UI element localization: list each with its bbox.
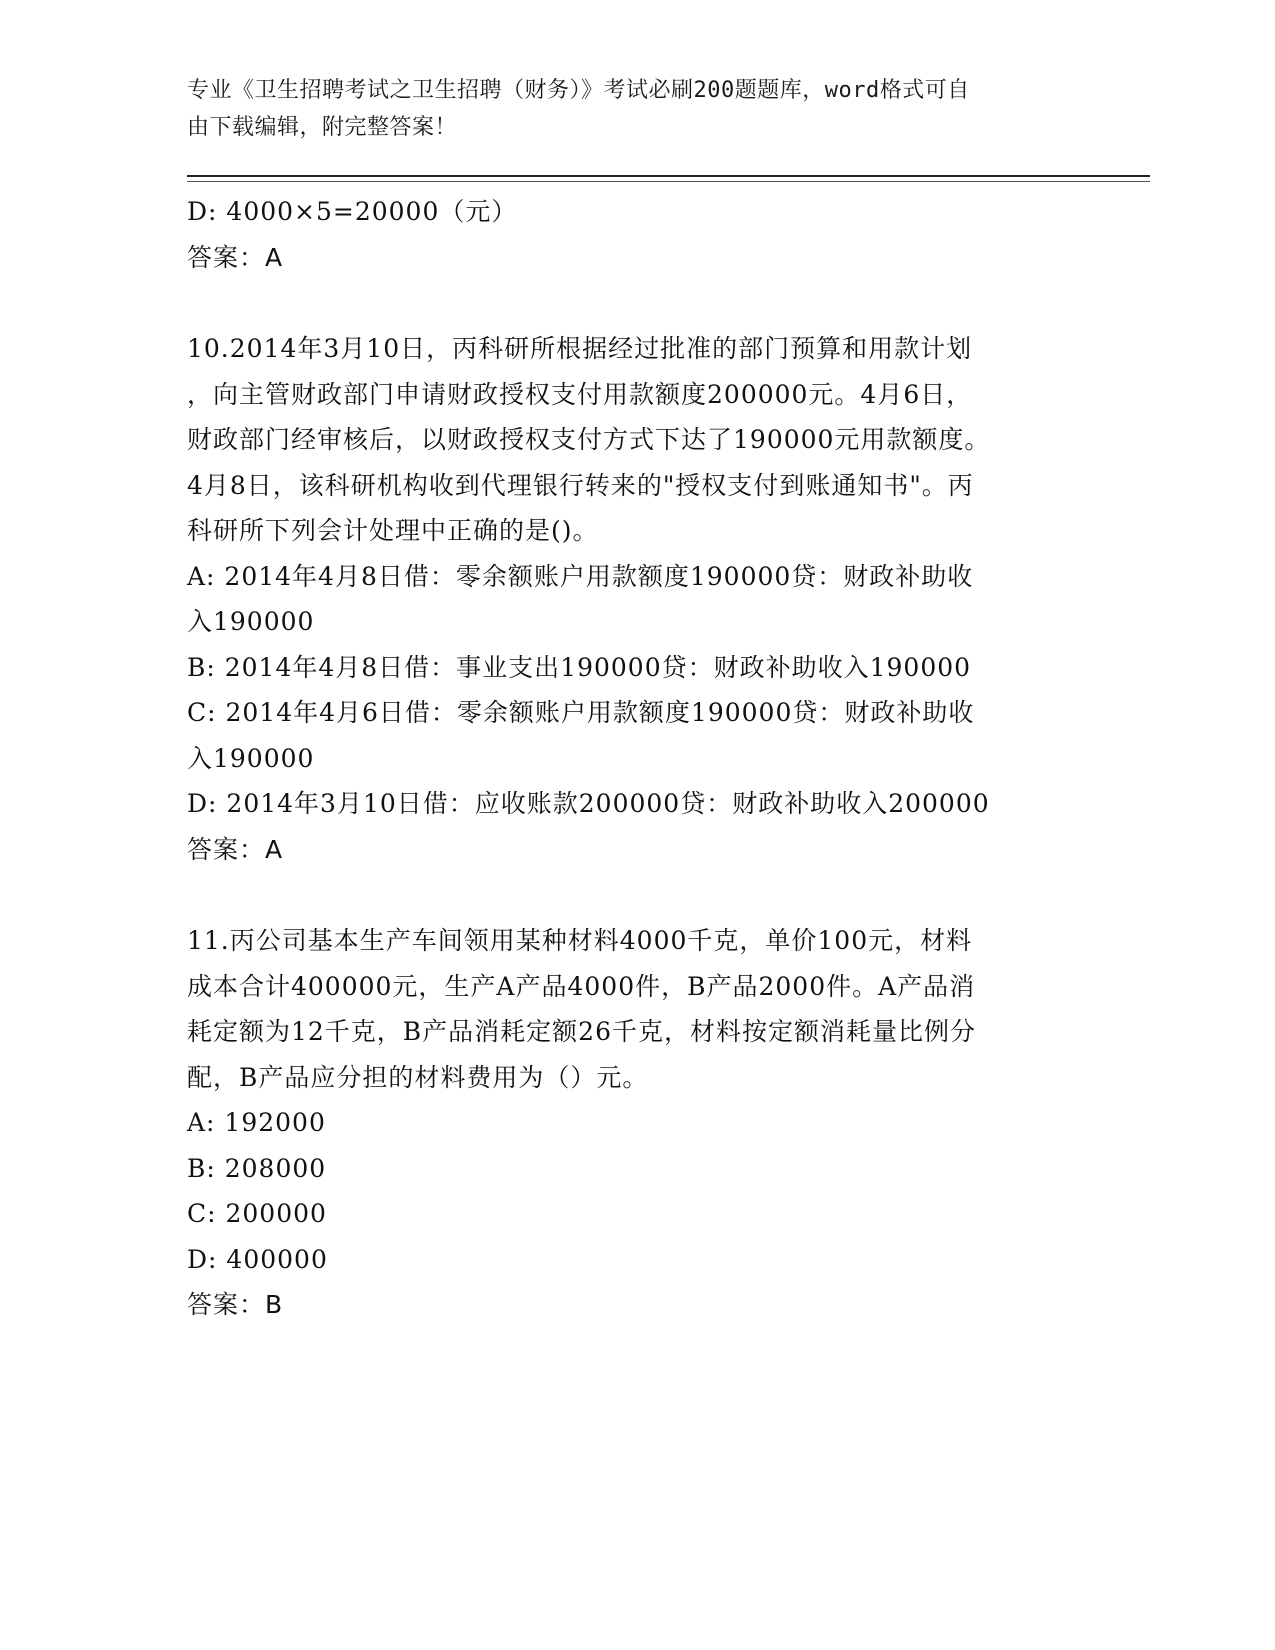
question-stem-line: ，向主管财政部门申请财政授权支付用款额度200000元。4月6日， [187, 379, 973, 409]
option-d: D: 4000×5=20000（元） [187, 197, 518, 226]
option-c-continued: 入190000 [187, 743, 315, 773]
option-d: D: 2014年3月10日借：应收账款200000贷：财政补助收入200000 [187, 789, 990, 818]
previous-question-tail [187, 189, 1087, 280]
option-b: B: 2014年4月8日借：事业支出190000贷：财政补助收入190000 [187, 652, 972, 682]
question-stem-line: 11.丙公司基本生产车间领用某种材料4000千克，单价100元，材料 [187, 926, 973, 955]
question-10 [187, 326, 1087, 872]
header-line-1: 专业《卫生招聘考试之卫生招聘（财务）》考试必刷200题题库，word格式可自 [187, 78, 970, 103]
question-stem-line: 配，B产品应分担的材料费用为（）元。 [187, 1062, 649, 1092]
question-stem-line: 财政部门经审核后，以财政授权支付方式下达了190000元用款额度。 [187, 425, 991, 454]
header-divider-thick [187, 175, 1150, 177]
question-stem-line: 10.2014年3月10日，丙科研所根据经过批准的部门预算和用款计划 [187, 334, 973, 363]
option-c: C: 2014年4月6日借：零余额账户用款额度190000贷：财政补助收 [187, 698, 975, 727]
answer-text: 答案：B [187, 1290, 284, 1319]
header-divider-thin [187, 181, 1150, 182]
answer-text: 答案：A [187, 834, 284, 864]
option-a: A: 2014年4月8日借：零余额账户用款额度190000贷：财政补助收 [187, 561, 974, 591]
spacer [187, 280, 1087, 326]
option-a: A: 192000 [187, 1108, 326, 1137]
question-stem-line: 成本合计400000元，生产A产品4000件，B产品2000件。A产品消 [187, 971, 976, 1001]
question-stem-line: 耗定额为12千克，B产品消耗定额26千克，材料按定额消耗量比例分 [187, 1017, 976, 1046]
document-header [187, 72, 1067, 146]
spacer [187, 872, 1087, 918]
question-11 [187, 918, 1087, 1328]
question-stem-line: 4月8日，该科研机构收到代理银行转来的"授权支付到账通知书"。丙 [187, 470, 974, 500]
document-body [187, 189, 1087, 1328]
option-d: D: 400000 [187, 1244, 328, 1274]
question-stem-line: 科研所下列会计处理中正确的是()。 [187, 516, 599, 545]
option-a-continued: 入190000 [187, 607, 315, 636]
answer-text: 答案：A [187, 242, 284, 272]
option-b: B: 208000 [187, 1153, 327, 1183]
option-c: C: 200000 [187, 1199, 327, 1228]
header-line-2: 由下载编辑，附完整答案！ [187, 115, 458, 140]
